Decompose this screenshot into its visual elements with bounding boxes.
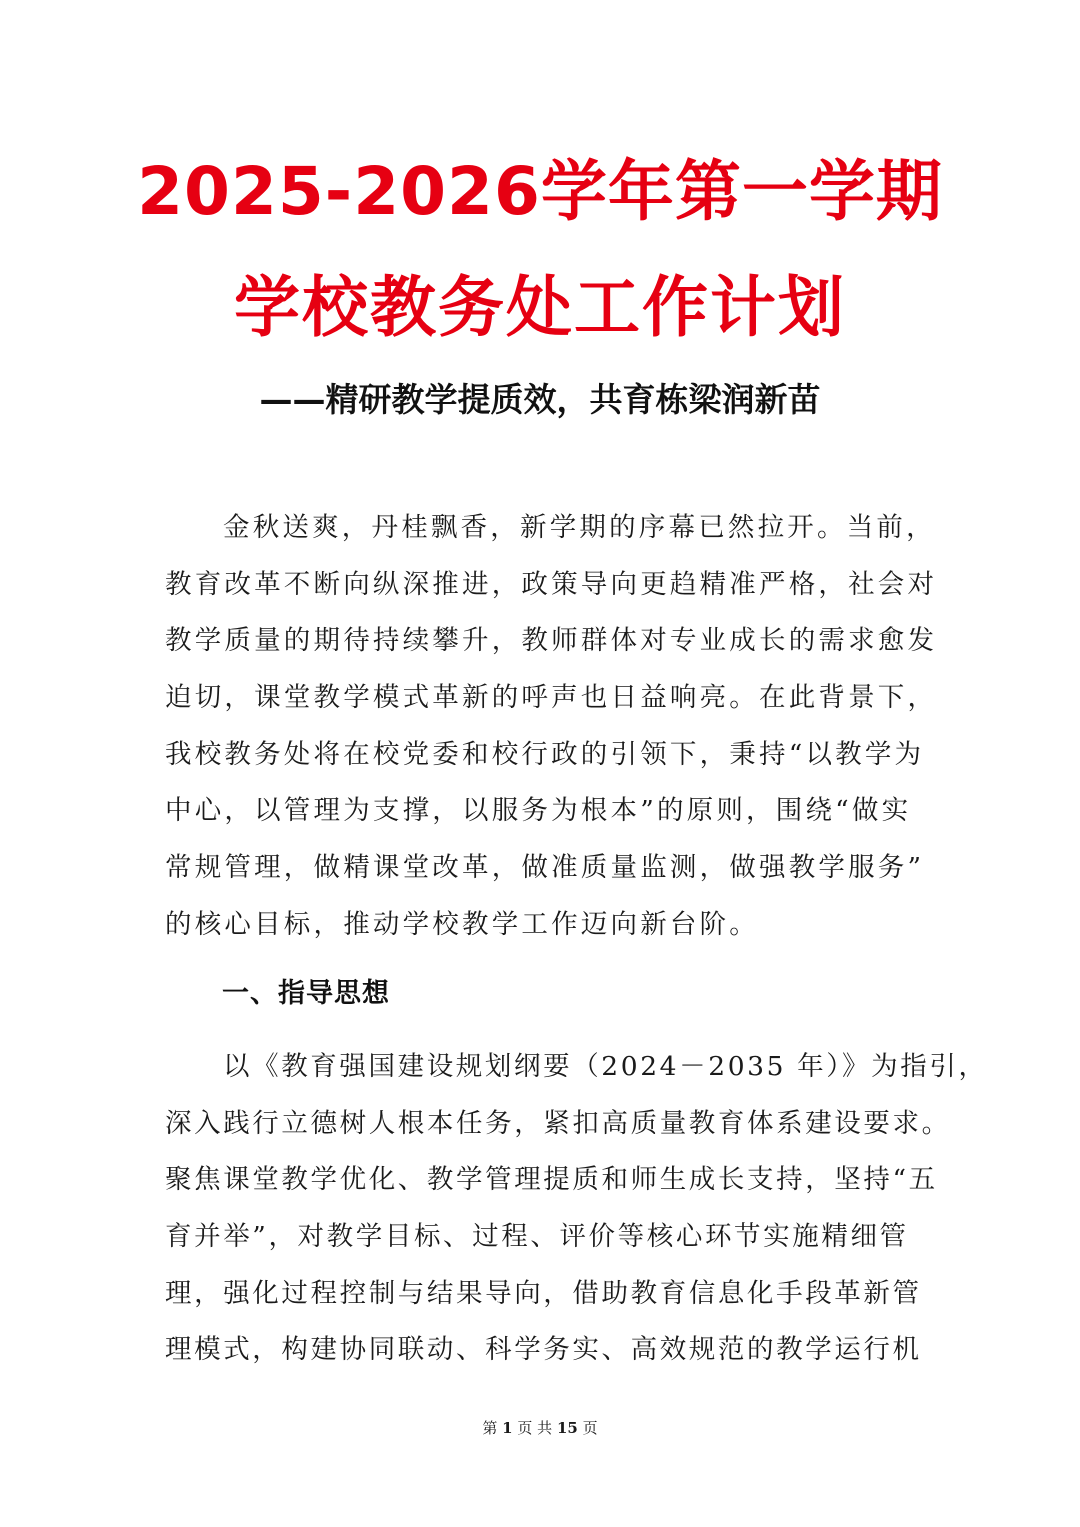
footer-middle: 页 共	[517, 1419, 553, 1437]
intro-paragraph	[165, 500, 938, 954]
paragraph-line: 理模式，构建协同联动、科学务实、高效规范的教学运行机	[165, 1334, 922, 1366]
paragraph-line: 金秋送爽，丹桂飘香，新学期的序幕已然拉开。当前，	[223, 512, 936, 543]
document-subtitle: ——精研教学提质效，共育栋梁润新苗	[259, 380, 821, 419]
paragraph-line: 的核心目标，推动学校教学工作迈向新台阶。	[165, 908, 759, 940]
paragraph-line: 我校教务处将在校党委和校行政的引领下，秉持“以教学为	[165, 738, 925, 770]
paragraph-line: 教育改革不断向纵深推进，政策导向更趋精准严格，社会对	[165, 568, 938, 600]
paragraph-line: 聚焦课堂教学优化、教学管理提质和师生成长支持，坚持“五	[165, 1164, 938, 1196]
paragraph-line: 以《教育强国建设规划纲要（2024－2035 年）》为指引，	[223, 1051, 988, 1082]
guiding-ideology-paragraph	[165, 1039, 988, 1379]
paragraph-line: 迫切，课堂教学模式革新的呼声也日益响亮。在此背景下，	[165, 682, 938, 714]
paragraph-line: 常规管理，做精课堂改革，做准质量监测，做强教学服务”	[165, 852, 925, 884]
footer-current-page: 1	[502, 1419, 513, 1437]
paragraph-line: 深入践行立德树人根本任务，紧扣高质量教育体系建设要求。	[165, 1107, 951, 1139]
document-title-line-1: 2025-2026学年第一学期	[137, 153, 943, 230]
footer-suffix: 页	[582, 1419, 598, 1437]
paragraph-line: 教学质量的期待持续攀升，教师群体对专业成长的需求愈发	[165, 625, 938, 657]
paragraph-line: 育并举”，对教学目标、过程、评价等核心环节实施精细管	[165, 1221, 909, 1253]
paragraph-line: 理，强化过程控制与结果导向，借助教育信息化手段革新管	[165, 1277, 922, 1309]
section-heading-guiding-ideology: 一、指导思想	[222, 978, 390, 1009]
footer-total-pages: 15	[556, 1419, 578, 1437]
document-title-line-2: 学校教务处工作计划	[234, 269, 846, 346]
page-footer	[0, 1418, 1080, 1438]
footer-prefix: 第	[482, 1419, 498, 1437]
paragraph-line: 中心，以管理为支撑，以服务为根本”的原则，围绕“做实	[165, 795, 912, 827]
